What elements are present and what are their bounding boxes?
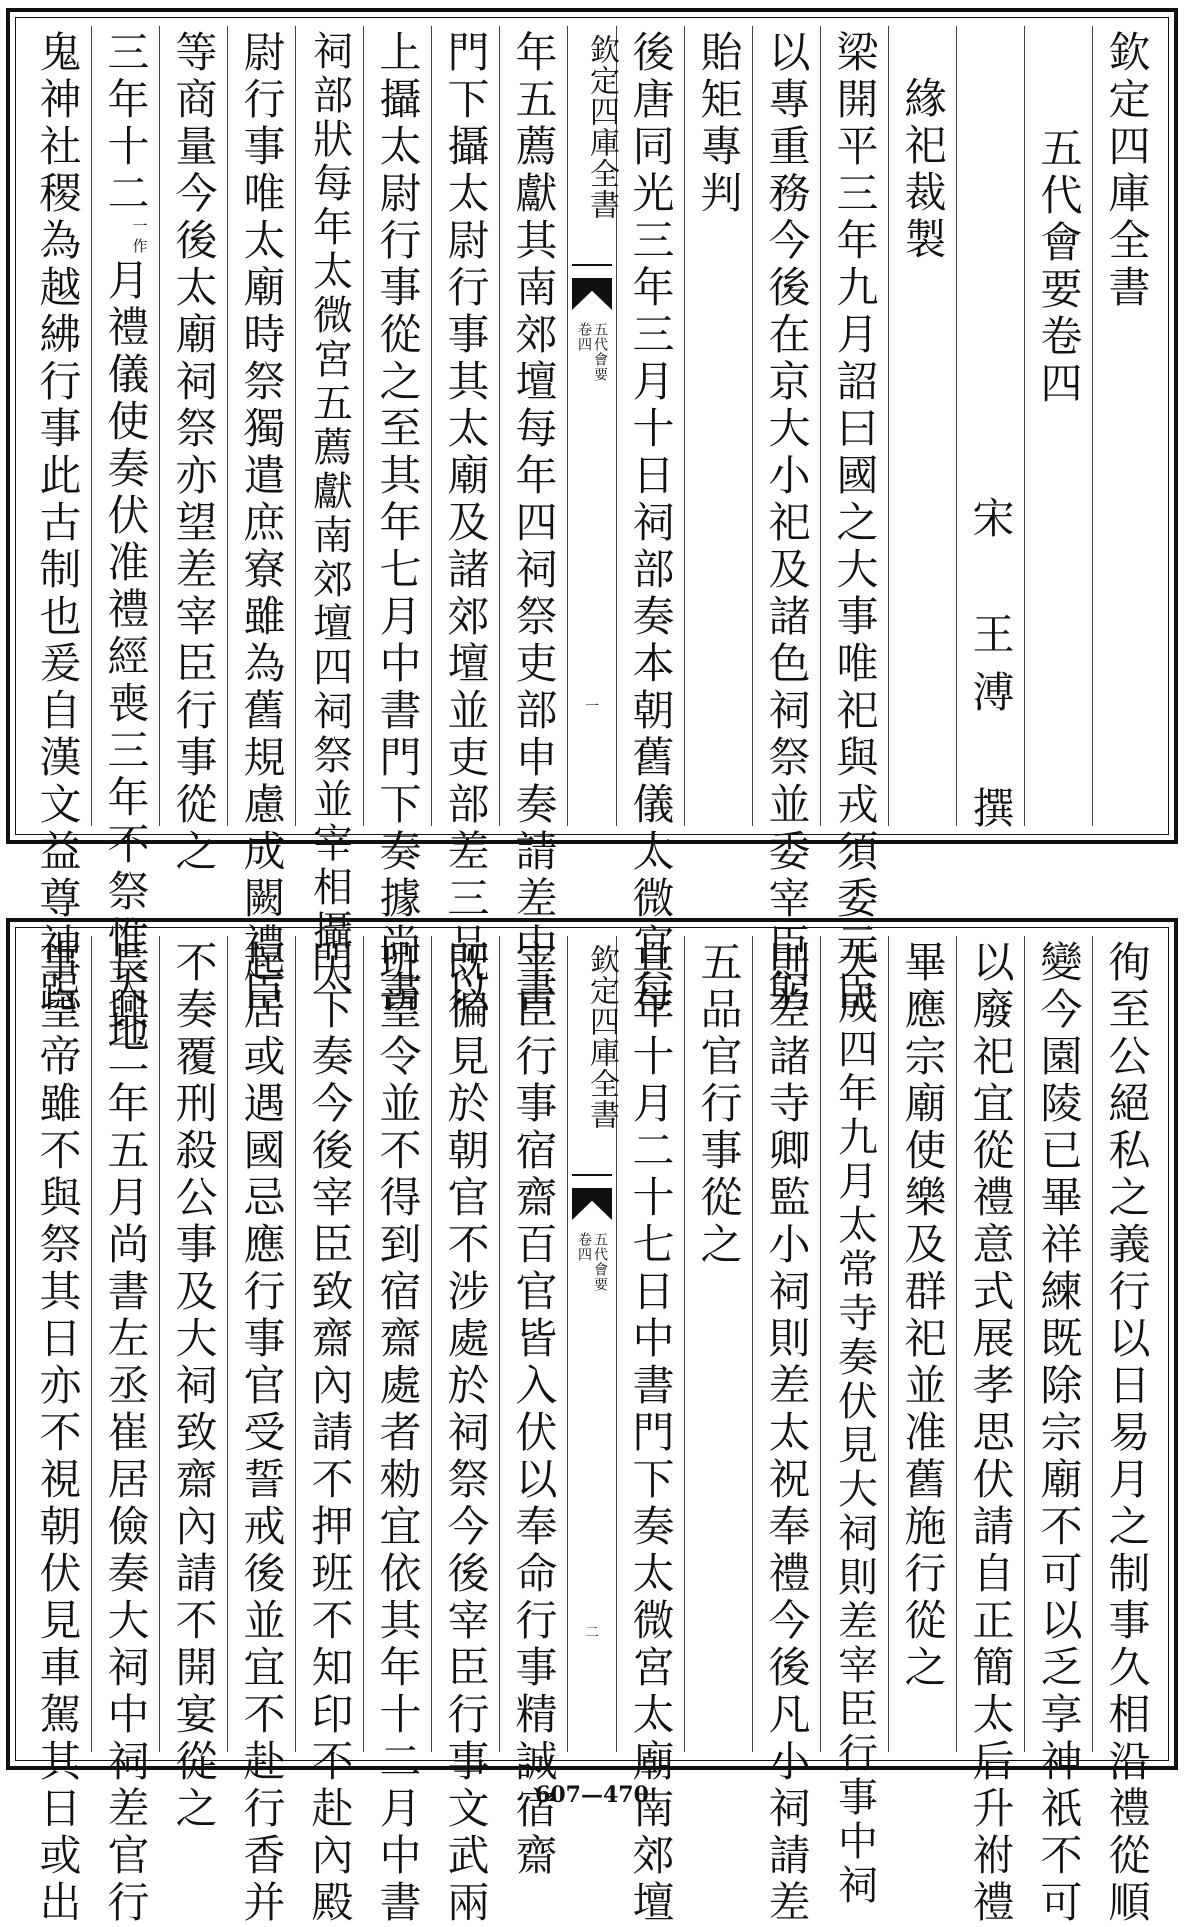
- text-column: [820, 936, 888, 1908]
- text-column: [91, 26, 159, 1057]
- text-line: [101, 26, 151, 1057]
- text-line: 則差諸寺卿監小祠則差太祝奉禮今後凡小祠請差: [762, 940, 812, 1927]
- text-column: [888, 936, 956, 1752]
- text-line: 上攝太尉行事從之至其年七月中書門下奏據尚書: [373, 30, 423, 1017]
- text-line: 其年十月二十七日中書門下奏太微宮太廟南郊壇: [626, 940, 676, 1927]
- text-column: [24, 26, 91, 1017]
- fold-book-info: [572, 1232, 612, 1292]
- top-page: [6, 8, 1178, 1057]
- header-column: [1092, 26, 1160, 826]
- text-line: 畢應宗廟使樂及群祀並准舊施行從之: [898, 940, 948, 1692]
- text-column: [159, 26, 227, 876]
- header-text: 欽定四庫全書: [1102, 30, 1152, 312]
- text-column: [752, 26, 820, 1017]
- text-column: [431, 936, 499, 1927]
- text-column: [227, 26, 295, 1017]
- text-column: [227, 936, 295, 1927]
- text-line: 長興二年五月尚書左丞崔居儉奏大祠中祠差官行: [101, 940, 151, 1927]
- text-column: [1092, 936, 1160, 1927]
- text-column: [431, 26, 499, 1017]
- text-column: [295, 936, 363, 1927]
- fold-column: [567, 936, 619, 1752]
- text-column: [684, 26, 752, 826]
- author-column: [956, 26, 1024, 844]
- text-line: 徇至公絕私之義行以日易月之制事久相沿禮從順: [1102, 940, 1152, 1927]
- section-title: 緣祀裁製: [898, 76, 948, 264]
- fold-page-number: 二: [585, 1625, 599, 1641]
- author: 宋 王溥 撰: [966, 496, 1016, 844]
- text-line: 年五薦獻其南郊壇每年四祠祭吏部申奏請差中書: [509, 30, 559, 1017]
- text-line: 後唐同光三年三月十日祠部奏本朝舊儀太微宮每: [626, 30, 676, 1017]
- text-column: [499, 26, 567, 1017]
- text-column: [752, 936, 820, 1927]
- fold-book-name: 五代會要: [592, 1232, 608, 1292]
- text-line: 門下攝太尉行事其太廟及諸郊壇並吏部差三品以: [441, 30, 491, 1017]
- fold-volume: 卷四: [576, 1232, 592, 1262]
- fold-volume: 卷四: [576, 322, 592, 352]
- page-number: 607—470: [535, 1782, 649, 1808]
- fold-line: [572, 1174, 612, 1176]
- text-column: [91, 936, 159, 1927]
- fold-page-number: 一: [585, 699, 599, 715]
- text-line-part: 三年十二一作月禮儀使奏伏准禮經喪三年不祭惟天地: [101, 30, 151, 1057]
- text-column: [159, 936, 227, 1833]
- text-column: [24, 936, 91, 1927]
- text-line: 班望令並不得到宿齋處者勑宜依其年十二月中書: [373, 940, 423, 1927]
- fold-title: 欽定四庫全書: [584, 34, 619, 220]
- text-column: [684, 936, 752, 1752]
- text-line: 祠部狀每年太微宮五薦獻南郊壇四祠祭並宰相攝太: [306, 30, 353, 998]
- text-line: 以專重務今後在京大小祀及諸色祠祭並委宰臣躬: [762, 30, 812, 1017]
- text-line: 事皇帝雖不與祭其日亦不視朝伏見車駕其日或出: [33, 940, 83, 1927]
- text-line: 等商量今後太廟祠祭亦望差宰臣行事從之: [169, 30, 219, 876]
- text-column: [1024, 936, 1092, 1927]
- text-column: [820, 26, 888, 1017]
- text-line: 門下奏今後宰臣致齋內請不押班不知印不赴內殿: [305, 940, 355, 1927]
- text-line: 五品官行事從之: [694, 940, 744, 1269]
- text-column: [616, 936, 684, 1927]
- fold-column: [567, 26, 619, 826]
- text-line: 尉行事唯太廟時祭獨遣庶寮雖為舊規慮成闕禮臣: [237, 30, 287, 1017]
- text-line: 鬼神社稷為越紼行事此古制也爰自漢文益尊神跽: [33, 30, 83, 1017]
- fold-title: 欽定四庫全書: [584, 944, 619, 1130]
- fishtail-mark: [572, 1188, 612, 1220]
- text-column: [295, 26, 363, 998]
- top-columns: [24, 26, 1160, 1057]
- text-column: [616, 26, 684, 1017]
- text-line: 貽矩專判: [694, 30, 744, 218]
- fold-book-name: 五代會要: [592, 322, 608, 382]
- fishtail-mark: [572, 278, 612, 310]
- text-line: 天成四年九月太常寺奏伏見大祠則差宰臣行事中祠: [831, 940, 878, 1908]
- section-column: [888, 26, 956, 826]
- text-line: 不奏覆刑殺公事及大祠致齋內請不開宴從之: [169, 940, 219, 1833]
- interlinear-note: 一作: [130, 218, 149, 258]
- text-line: 梁開平三年九月詔曰國之大事唯祀與戎須委元臣: [830, 30, 880, 1017]
- fold-book-info: [572, 322, 612, 382]
- text-column: [363, 936, 431, 1927]
- text-line: 起居或遇國忌應行事官受誓戒後並宜不赴行香并: [237, 940, 287, 1927]
- text-column: [499, 936, 567, 1880]
- book-title: 五代會要卷四: [1034, 126, 1084, 408]
- text-column: [956, 936, 1024, 1927]
- text-column: [363, 26, 431, 1017]
- text-line: 宰臣行事宿齋百官皆入伏以奉命行事精誠宿齋: [509, 940, 559, 1880]
- book-title-column: [1024, 26, 1092, 826]
- text-line: 變今園陵已畢祥練既除宗廟不可以乏享神祇不可: [1034, 940, 1084, 1927]
- text-line: 以廢祀宜從禮意式展孝思伏請自正簡太后升祔禮: [966, 940, 1016, 1927]
- fold-line: [572, 264, 612, 266]
- text-line: 既徧見於朝官不涉處於祠祭今後宰臣行事文武兩: [441, 940, 491, 1927]
